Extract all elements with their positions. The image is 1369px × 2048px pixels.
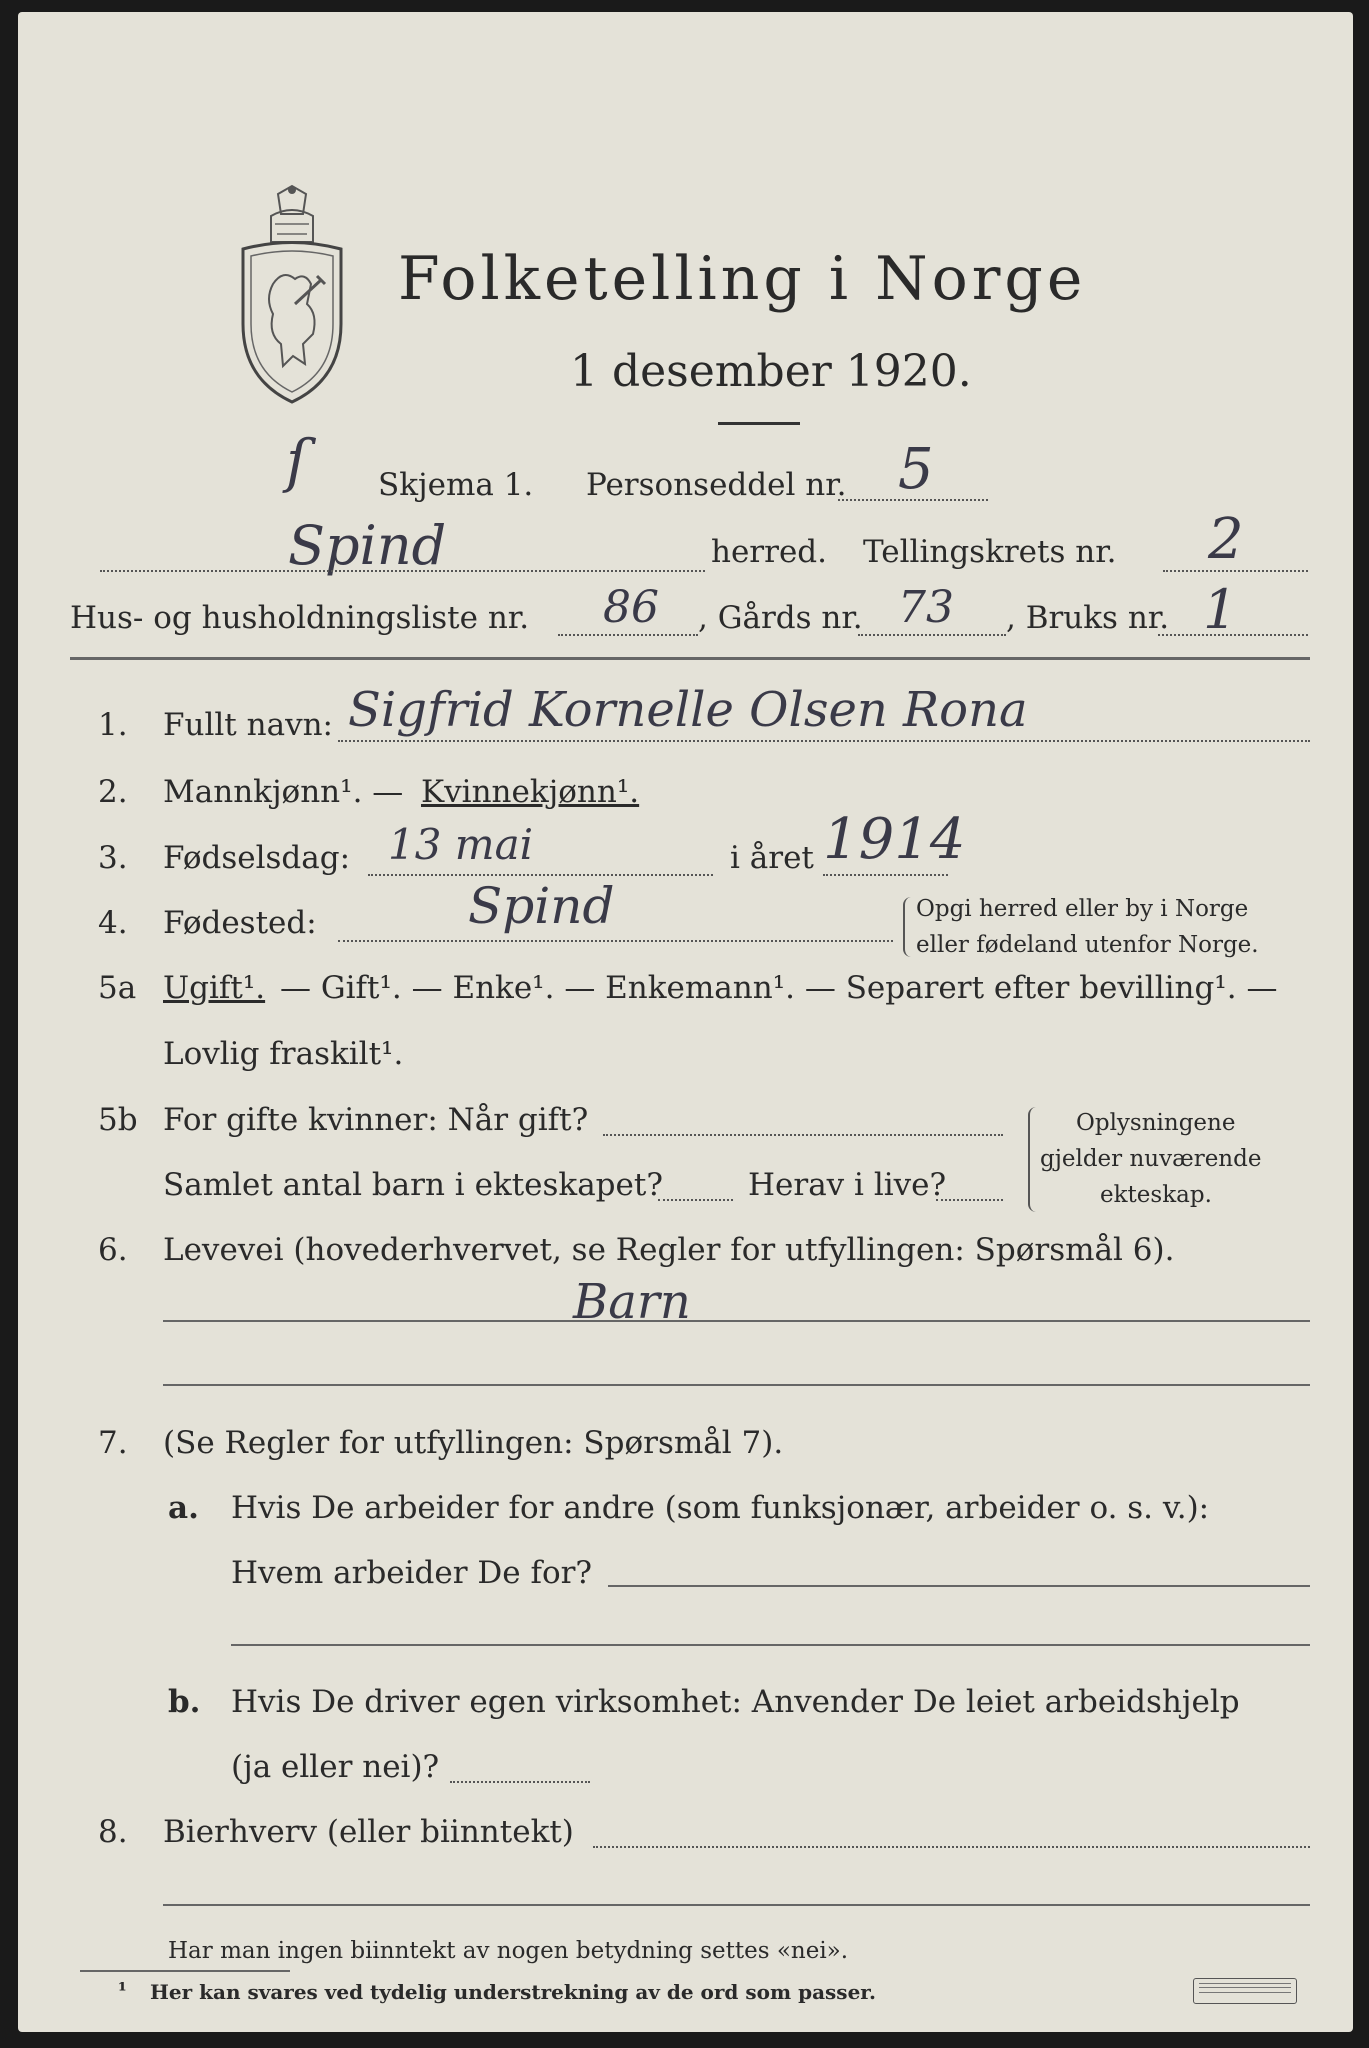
footnote-mark: ¹ [118,1978,127,2002]
fullt-navn-field[interactable] [338,740,1310,742]
fullt-navn-value: Sigfrid Kornelle Olsen Rona [348,682,1028,738]
fodested-value: Spind [468,877,615,935]
levevei-field-1[interactable] [163,1320,1310,1322]
nar-gift-label: For gifte kvinner: Når gift? [163,1102,589,1138]
title-divider [718,422,800,425]
herred-field[interactable] [100,570,705,572]
arbeidsgiver-field-1[interactable] [608,1585,1310,1587]
year-label: i året [730,840,814,876]
footnote-rule [80,1970,290,1972]
tellingskrets-label: Tellingskrets nr. [863,534,1117,570]
biinntekt-note: Har man ingen biinntekt av nogen betydning settes «nei». [168,1938,849,1964]
arbeidsgiver-field-2[interactable] [231,1644,1310,1646]
q1-number: 1. [98,707,128,743]
q3-label: Fødselsdag: [163,840,351,876]
q7-number: 7. [98,1425,128,1461]
hus-field[interactable] [558,634,698,636]
census-form-page [18,12,1353,2032]
levevei-value: Barn [573,1274,691,1330]
q5b-number: 5b [98,1102,138,1138]
q3-number: 3. [98,840,128,876]
herav-i-live-field[interactable] [936,1199,1003,1201]
lovlig-fraskilt-option[interactable]: Lovlig fraskilt¹. [163,1036,404,1072]
fodested-field[interactable] [338,940,893,942]
q7b-line2: (ja eller nei)? [231,1749,440,1785]
q5a-number: 5a [98,970,137,1006]
gards-value: 73 [898,582,954,633]
bruks-value: 1 [1203,578,1238,641]
header-rule [70,657,1310,660]
q4-label: Fødested: [163,905,317,941]
margin-mark: ſ [286,427,308,495]
q7b-letter: b. [168,1684,201,1720]
ekteskap-note-3: ekteskap. [1100,1182,1212,1208]
herred-value: Spind [288,514,447,577]
q7-label: (Se Regler for utfyllingen: Spørsmål 7). [163,1425,784,1461]
fodested-brace [903,897,913,957]
printer-stamp [1193,1978,1297,2004]
fodselsar-value: 1914 [823,807,966,872]
coat-of-arms-icon [233,184,351,409]
ekteskap-note-1: Oplysningene [1076,1110,1236,1136]
q6-number: 6. [98,1232,128,1268]
hus-value: 86 [603,582,659,633]
herav-i-live-label: Herav i live? [748,1167,947,1203]
fodselsar-field[interactable] [823,874,948,876]
q4-number: 4. [98,905,128,941]
footnote-text: Her kan svares ved tydelig understrekning av de ord som passer. [150,1980,876,2004]
gards-label: , Gårds nr. [698,600,863,636]
ugift-option[interactable]: Ugift¹. [163,970,266,1006]
herred-label: herred. [711,534,827,570]
q8-number: 8. [98,1814,128,1850]
q7b-line1: Hvis De driver egen virksomhet: Anvender De leiet arbeidshjelp [231,1684,1240,1720]
nar-gift-field[interactable] [603,1134,1003,1136]
mannkjonn-option[interactable]: Mannkjønn¹. — [163,774,404,810]
bruks-label: , Bruks nr. [1006,600,1170,636]
q7a-letter: a. [168,1490,199,1526]
q1-label: Fullt navn: [163,707,333,743]
fodselsdag-value: 13 mai [388,820,534,869]
personseddel-label: Personseddel nr. [586,467,847,503]
census-date: 1 desember 1920. [570,346,972,397]
personseddel-value: 5 [898,437,934,502]
fodselsdag-field[interactable] [368,874,713,876]
q6-label: Levevei (hovederhvervet, se Regler for utfyllingen: Spørsmål 6). [163,1232,1175,1268]
arbeidshjelp-field[interactable] [450,1781,590,1783]
antal-barn-label: Samlet antal barn i ekteskapet? [163,1167,663,1203]
antal-barn-field[interactable] [658,1199,733,1201]
skjema-label: Skjema 1. [378,467,534,503]
ekteskap-brace [1028,1107,1040,1212]
q8-label: Bierhverv (eller biinntekt) [163,1814,574,1850]
bierhverv-field[interactable] [593,1846,1310,1848]
q2-number: 2. [98,774,128,810]
kvinnekjonn-option[interactable]: Kvinnekjønn¹. [421,774,640,810]
gards-field[interactable] [858,634,1006,636]
fodested-note-1: Opgi herred eller by i Norge [916,896,1249,922]
sivilstand-options[interactable]: — Gift¹. — Enke¹. — Enkemann¹. — Separert efter bevilling¹. — [280,970,1278,1006]
form-title: Folketelling i Norge [398,244,1087,314]
fodested-note-2: eller fødeland utenfor Norge. [916,932,1259,958]
hus-label: Hus- og husholdningsliste nr. [70,600,530,636]
bierhverv-field-2[interactable] [163,1904,1310,1906]
q7a-line1: Hvis De arbeider for andre (som funksjonær, arbeider o. s. v.): [231,1490,1210,1526]
ekteskap-note-2: gjelder nuværende [1040,1146,1262,1172]
q7a-line2: Hvem arbeider De for? [231,1555,593,1591]
levevei-field-2[interactable] [163,1384,1310,1386]
tellingskrets-value: 2 [1208,507,1244,572]
